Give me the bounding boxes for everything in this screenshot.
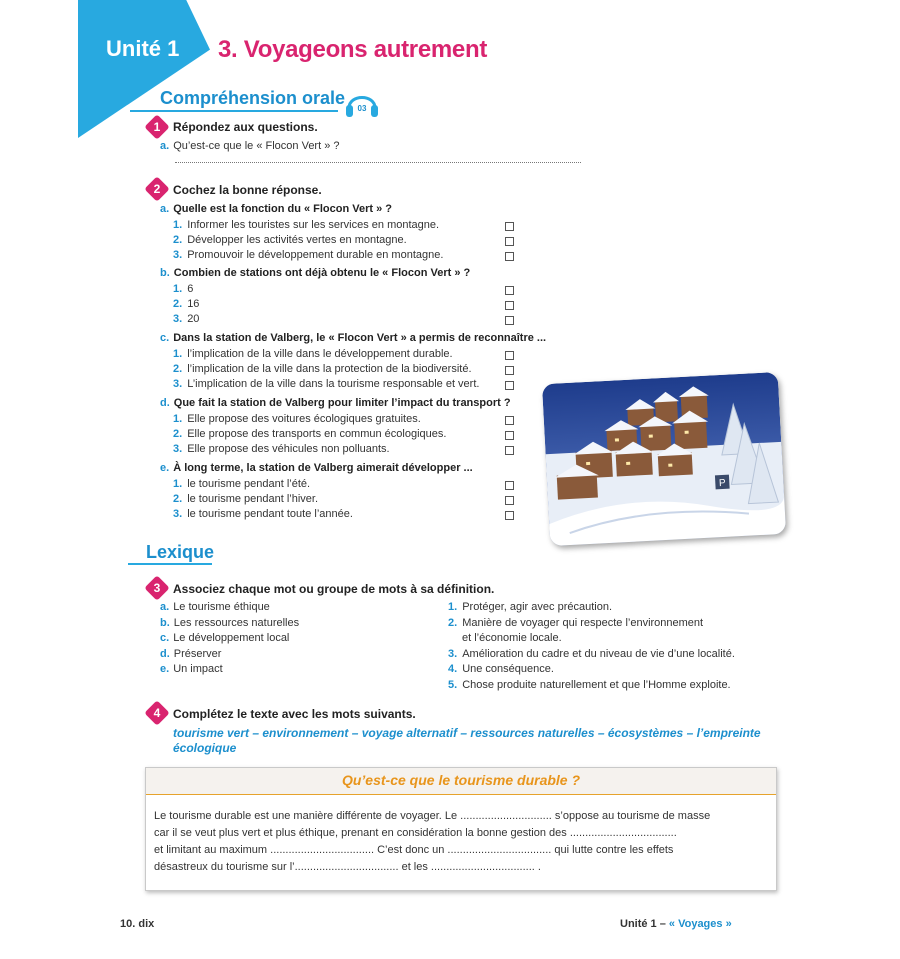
- answer-checkbox[interactable]: [505, 237, 514, 246]
- exercise-2-instruction: Cochez la bonne réponse.: [173, 183, 322, 197]
- answer-checkbox[interactable]: [505, 431, 514, 440]
- exercise-number-badge: 2: [144, 176, 169, 201]
- vocabulary-definition: 1. Protéger, agir avec précaution.: [448, 601, 612, 613]
- box-text-line[interactable]: car il se veut plus vert et plus éthique, prenant en considération la bonne gestion des ...................................: [154, 827, 677, 839]
- answer-checkbox[interactable]: [505, 316, 514, 325]
- section-underline: [130, 110, 338, 112]
- answer-option: 3. le tourisme pendant toute l’année.: [173, 508, 353, 520]
- exercise-2-question: b. Combien de stations ont déjà obtenu le « Flocon Vert » ?: [160, 267, 471, 279]
- exercise-number-badge: 4: [144, 700, 169, 725]
- page-number: 10. dix: [120, 918, 155, 930]
- answer-option: 1. l’implication de la ville dans le développement durable.: [173, 348, 453, 360]
- exercise-2-question: d. Que fait la station de Valberg pour limiter l’impact du transport ?: [160, 397, 511, 409]
- answer-option: 3. Elle propose des véhicules non polluants.: [173, 443, 390, 455]
- vocabulary-word: b. Les ressources naturelles: [160, 616, 300, 629]
- answer-option: 2. le tourisme pendant l’hiver.: [173, 493, 319, 505]
- answer-option: 3. L’implication de la ville dans la tourisme responsable et vert.: [173, 378, 480, 390]
- answer-option: 1. le tourisme pendant l’été.: [173, 478, 311, 490]
- box-title: Qu’est-ce que le tourisme durable ?: [341, 772, 581, 788]
- exercise-4-instruction: Complétez le texte avec les mots suivants.: [173, 707, 416, 721]
- answer-checkbox[interactable]: [505, 446, 514, 455]
- exercise-2-question: c. Dans la station de Valberg, le « Flocon Vert » a permis de reconnaître ...: [160, 332, 547, 344]
- exercise-number-badge: 1: [144, 114, 169, 139]
- chapter-title: 3. Voyageons autrement: [218, 36, 488, 63]
- audio-track-number: 03: [357, 104, 367, 113]
- vocabulary-definition: 2. Manière de voyager qui respecte l’environnement: [448, 616, 704, 629]
- answer-checkbox[interactable]: [505, 496, 514, 505]
- answer-option: 2. 16: [173, 298, 200, 310]
- svg-text:P: P: [718, 477, 726, 490]
- unit-banner: [78, 0, 210, 138]
- answer-checkbox[interactable]: [505, 366, 514, 375]
- section-title-comprehension: Compréhension orale: [160, 88, 346, 108]
- section-underline: [128, 563, 212, 565]
- box-text-line[interactable]: Le tourisme durable est une manière différente de voyager. Le .............................. s’oppose au tourisme de masse: [154, 810, 711, 822]
- answer-checkbox[interactable]: [505, 351, 514, 360]
- unit-label: Unité 1: [106, 36, 180, 61]
- answer-checkbox[interactable]: [505, 481, 514, 490]
- exercise-2-question: a. Quelle est la fonction du « Flocon Vert » ?: [160, 203, 393, 215]
- footer-unit: Unité 1 – « Voyages »: [620, 918, 732, 930]
- answer-checkbox[interactable]: [505, 252, 514, 261]
- box-header: [146, 768, 776, 795]
- exercise-3-instruction: Associez chaque mot ou groupe de mots à sa définition.: [173, 582, 495, 596]
- exercise-4-word-bank: tourisme vert – environnement – voyage alternatif – ressources naturelles – écosystèmes – l’empreinte écologique: [173, 726, 761, 755]
- vocabulary-definition: 5. Chose produite naturellement et que l’Homme exploite.: [448, 678, 731, 691]
- vocabulary-definition: 3. Amélioration du cadre et du niveau de vie d’une localité.: [448, 647, 735, 660]
- section-title-lexique: Lexique: [146, 542, 215, 562]
- audio-headphones-icon[interactable]: [344, 86, 380, 120]
- exercise-1-instruction: Répondez aux questions.: [173, 120, 318, 134]
- answer-option: 2. Développer les activités vertes en montagne.: [173, 234, 407, 246]
- answer-option: 3. 20: [173, 313, 200, 325]
- vocabulary-word: c. Le développement local: [160, 632, 290, 644]
- exercise-2-question: e. À long terme, la station de Valberg aimerait développer ...: [160, 462, 473, 474]
- exercise-1-question-a: a. Qu’est-ce que le « Flocon Vert » ?: [160, 140, 340, 152]
- answer-line[interactable]: [175, 162, 581, 163]
- exercise-number-badge: 3: [144, 575, 169, 600]
- vocabulary-word: d. Préserver: [160, 647, 222, 660]
- answer-option: 1. 6: [173, 283, 194, 295]
- answer-checkbox[interactable]: [505, 301, 514, 310]
- vocabulary-word: e. Un impact: [160, 663, 223, 675]
- answer-checkbox[interactable]: [505, 286, 514, 295]
- answer-checkbox[interactable]: [505, 511, 514, 520]
- vocabulary-definition: et l’économie locale.: [462, 632, 562, 644]
- answer-option: 1. Elle propose des voitures écologiques gratuites.: [173, 413, 421, 425]
- answer-checkbox[interactable]: [505, 416, 514, 425]
- vocabulary-word: a. Le tourisme éthique: [160, 601, 270, 613]
- answer-checkbox[interactable]: [505, 222, 514, 231]
- answer-option: 2. Elle propose des transports en commun écologiques.: [173, 428, 447, 440]
- box-text-line[interactable]: désastreux du tourisme sur l’.................................. et les .................................. .: [154, 861, 541, 873]
- fill-in-text-box: [145, 767, 777, 891]
- vocabulary-definition: 4. Une conséquence.: [448, 663, 554, 675]
- box-text-line[interactable]: et limitant au maximum .................................. C’est donc un .................................. qui lutte contre les effets: [154, 844, 674, 856]
- answer-option: 3. Promouvoir le développement durable en montagne.: [173, 249, 444, 261]
- answer-checkbox[interactable]: [505, 381, 514, 390]
- answer-option: 2. l’implication de la ville dans la protection de la biodiversité.: [173, 363, 472, 375]
- answer-option: 1. Informer les touristes sur les services en montagne.: [173, 219, 440, 231]
- valberg-station-photo: [542, 372, 786, 546]
